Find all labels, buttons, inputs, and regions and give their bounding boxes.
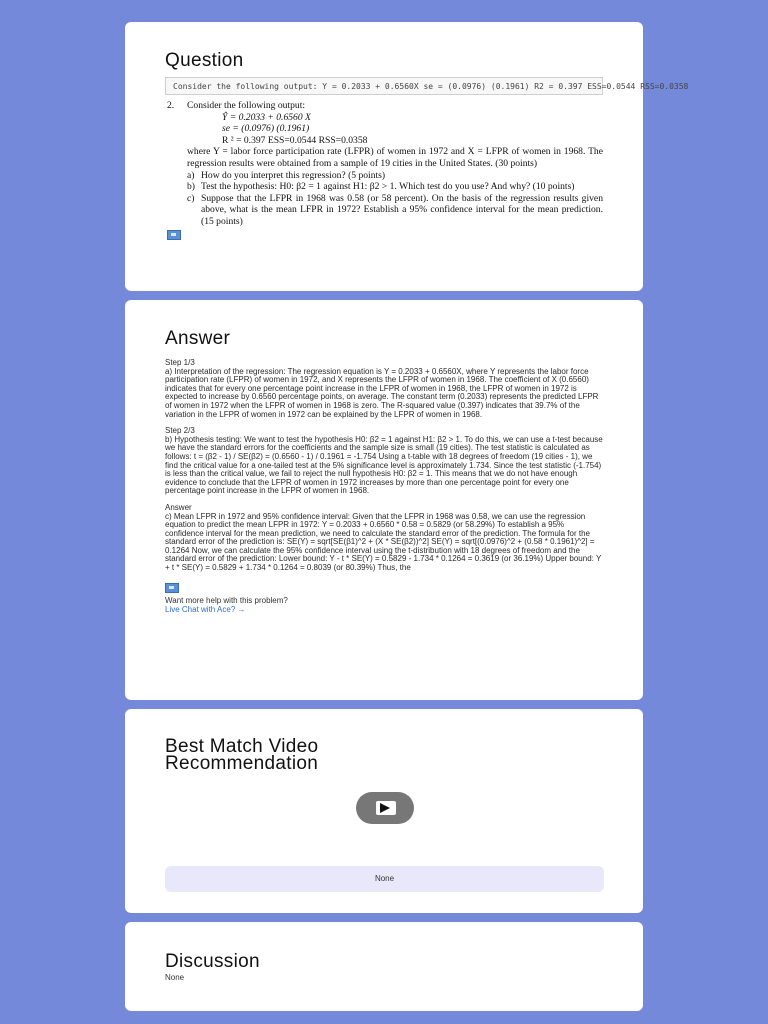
question-intro-row <box>167 100 603 112</box>
live-chat-link[interactable]: Live Chat with Ace? → <box>165 604 246 614</box>
answer-title: Answer <box>165 328 231 349</box>
part-text: Suppose that the LFPR in 1968 was 0.58 (or 58 percent). On the basis of the regression results given above, what is the mean LFPR in 1972? Establish a 95% confidence interval for the mean prediction. (15 points) <box>201 192 603 227</box>
step-text: c) Mean LFPR in 1972 and 95% confidence interval: Given that the LFPR in 1968 was 0.58, we can use the regression equation to predict the mean LFPR in 1972: Y = 0.2033 + 0.6560 * 0.58 = 0.5829 (or 58.29%) To establish a 95% confidence interval for the mean prediction, we need to calculate the standard error of the prediction. The formula for the standard error of the prediction is: SE(Y) = sqrt[SE(β1)^2 + (X * SE(β2))^2] SE(Y) = sqrt[(0.0976)^2 + (0.58 * 0.1961)^2] = 0.1264 Now, we can calculate the 95% confidence interval using the t-distribution with 18 degrees of freedom and the standard error of the prediction: Lower bound: Y - t * SE(Y) = 0.5829 - 1.734 * 0.1264 = 0.3619 (or 36.19%) Upper bound: Y + t * SE(Y) = 0.5829 + 1.734 * 0.1264 = 0.8039 (or 80.39%) Thus, the <box>165 511 602 573</box>
video-title: Best Match Video Recommendation <box>165 736 319 774</box>
video-card <box>125 709 643 913</box>
answer-step <box>165 427 605 496</box>
image-icon[interactable] <box>167 230 181 240</box>
discussion-title: Discussion <box>165 951 260 972</box>
step-text: b) Hypothesis testing: We want to test the hypothesis H0: β2 = 1 against H1: β2 > 1. To do this, we can use a t-test because we have the standard errors for the coefficients and the sample size is small (19 cities). The test statistic is calculated as follows: t = (β2 - 1) / SE(β2) = (0.6560 - 1) / 0.1961 = -1.754 Using a t-table with 18 degrees of freedom (19 cities - 1), we find the critical value for a one-tailed test at the 5% significance level is approximately 1.734. Since the test statistic (-1.754) is less than the critical value, we fail to reject the null hypothesis H0: β2 = 1. This means that we do not have enough evidence to conclude that the LFPR of women in 1972 increases by more than one percentage point for every one percentage point increase in the LFPR of women in 1968. <box>165 434 603 496</box>
discussion-none: None <box>165 973 185 982</box>
video-none-bar: None <box>165 866 604 892</box>
image-icon[interactable] <box>165 583 179 593</box>
part-text: How do you interpret this regression? (5 points) <box>201 169 386 181</box>
question-number: 2. <box>167 100 175 111</box>
equation-r2: R ² = 0.397 ESS=0.0544 RSS=0.0358 <box>222 134 368 146</box>
help-text: Want more help with this problem? <box>165 596 288 606</box>
question-intro: Consider the following output: <box>187 100 306 111</box>
part-label: b) <box>187 181 195 193</box>
equation-yhat: Ŷ = 0.2033 + 0.6560 X <box>222 111 311 123</box>
step-label: Step 2/3 <box>165 426 195 436</box>
question-title: Question <box>165 50 244 71</box>
step-label: Step 1/3 <box>165 358 195 367</box>
question-code-box[interactable]: Consider the following output: Y = 0.2033 + 0.6560X se = (0.0976) (0.1961) R2 = 0.397 ESS=0.0544 RSS=0.0358 <box>165 77 603 95</box>
question-card <box>125 22 689 291</box>
answer-card <box>125 300 643 700</box>
play-triangle-icon <box>380 803 390 813</box>
question-part-c <box>167 193 603 228</box>
answer-step <box>165 359 605 419</box>
play-button[interactable] <box>356 792 414 824</box>
step-label: Answer <box>165 502 192 512</box>
question-part-b <box>167 181 603 193</box>
part-label: a) <box>187 169 195 181</box>
part-label: c) <box>187 192 195 204</box>
question-description: where Y = labor force participation rate (LFPR) of women in 1972 and X = LFPR of women in 1968. The regression results were obtained from a sample of 19 cities in the United States. (30 points) <box>187 146 603 169</box>
question-image <box>167 100 603 243</box>
part-text: Test the hypothesis: H0: β2 = 1 against H1: β2 > 1. Which test do you use? And why? (10 points) <box>201 181 575 193</box>
answer-body <box>165 359 605 614</box>
question-part-a <box>167 170 603 182</box>
answer-step <box>165 504 605 573</box>
discussion-card <box>125 922 643 1011</box>
step-text: a) Interpretation of the regression: The regression equation is Y = 0.2033 + 0.6560X, where Y represents the labor force participation rate (LFPR) of women in 1972, and X represents the LFPR of women in 1968. The coefficient of X (0.6560) indicates that for every one percentage point increase in the LFPR of women in 1968, the LFPR of women in 1972 is expected to increase by 0.6560 percentage points, on average. The constant term (0.2033) represents the predicted LFPR of women in 1972 when the LFPR of women in 1968 is zero. The R-squared value (0.397) indicates that 39.7% of the variation in the LFPR of women in 1972 can be explained by the LFPR of women in 1968. <box>165 366 599 419</box>
equation-se: se = (0.0976) (0.1961) <box>222 123 310 135</box>
